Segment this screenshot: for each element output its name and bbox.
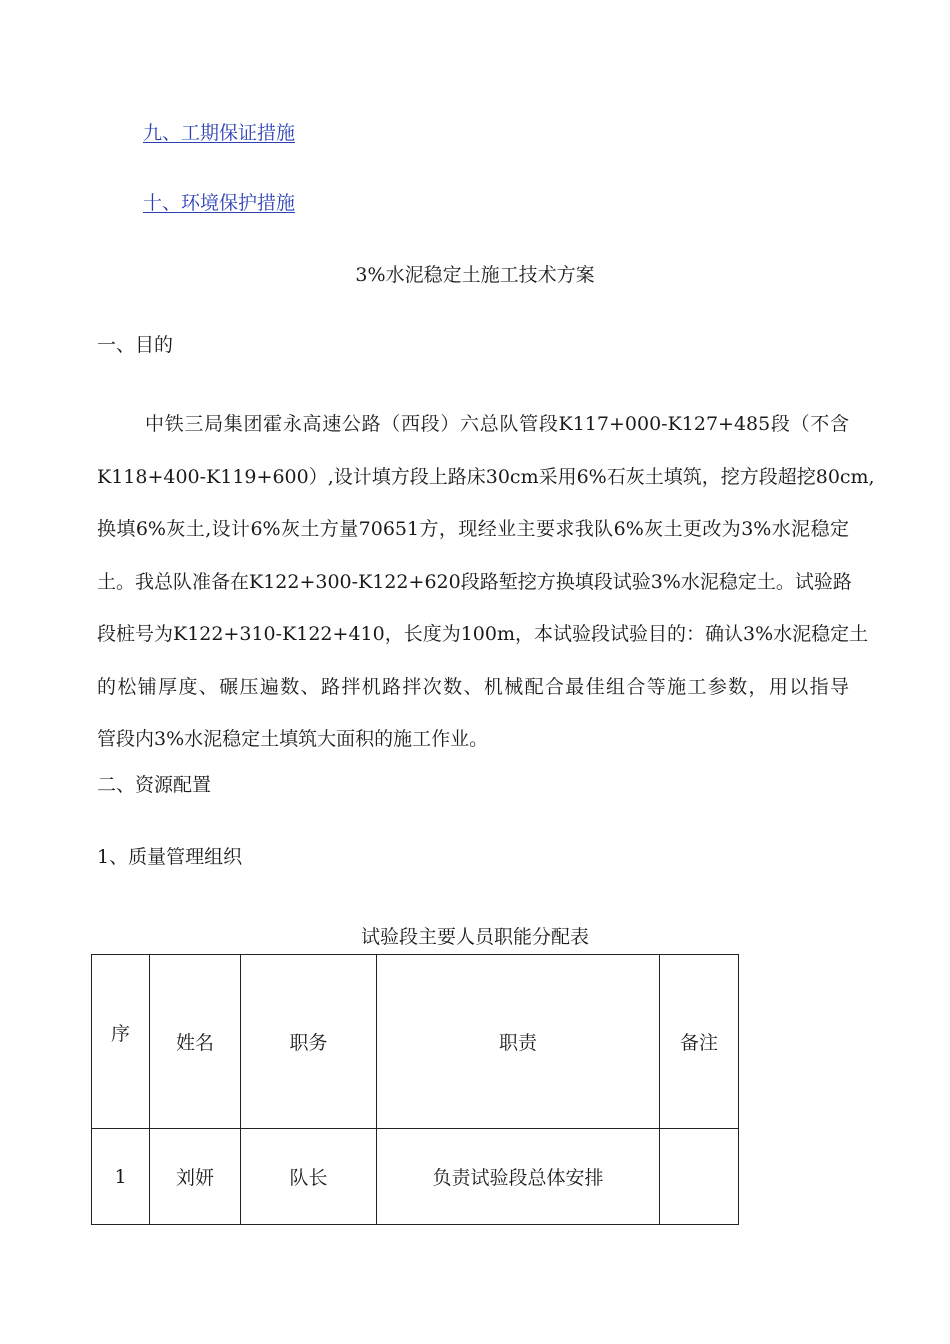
paragraph-line: K118+400-K119+600）,设计填方段上路床30cm采用6%石灰土填筑，挖方段超挖80cm, <box>97 465 875 488</box>
subheading-quality-management: 1、质量管理组织 <box>97 846 243 868</box>
cell-name: 刘妍 <box>150 1129 241 1225</box>
cell-position: 队长 <box>241 1129 377 1225</box>
paragraph-line: 段桩号为K122+310-K122+410，长度为100m，本试验段试验目的：确认3%水泥稳定土 <box>97 623 869 645</box>
document-title: 3%水泥稳定土施工技术方案 <box>355 264 595 286</box>
paragraph-line: 换填6%灰土,设计6%灰土方量70651方，现经业主要求我队6%灰土更改为3%水泥稳定 <box>97 518 849 540</box>
paragraph-line: 管段内3%水泥稳定土填筑大面积的施工作业。 <box>97 728 489 750</box>
paragraph-line: 土。我总队准备在K122+300-K122+620段路堑挖方换填段试验3%水泥稳定土。试验路 <box>97 570 852 593</box>
cell-seq: 1 <box>92 1129 150 1225</box>
toc-link-schedule-guarantee[interactable]: 九、工期保证措施 <box>143 122 296 144</box>
table-caption: 试验段主要人员职能分配表 <box>360 926 589 948</box>
toc-link-environment-protection[interactable]: 十、环境保护措施 <box>143 192 296 214</box>
header-seq: 序 <box>92 955 150 1129</box>
staff-duty-table <box>91 954 739 1225</box>
table-row <box>92 1129 739 1225</box>
purpose-paragraph <box>97 398 875 766</box>
cell-remark <box>660 1129 739 1225</box>
section-heading-resources: 二、资源配置 <box>97 774 212 796</box>
cell-duty: 负责试验段总体安排 <box>377 1129 660 1225</box>
header-position: 职务 <box>241 955 377 1129</box>
header-remark: 备注 <box>660 955 739 1129</box>
header-name: 姓名 <box>150 955 241 1129</box>
header-duty: 职责 <box>377 955 660 1129</box>
section-heading-purpose: 一、目的 <box>97 334 174 356</box>
paragraph-line: 中铁三局集团霍永高速公路（西段）六总队管段K117+000-K127+485段（不含 <box>145 413 849 435</box>
table-header-row <box>92 955 739 1129</box>
paragraph-line: 的松铺厚度、碾压遍数、路拌机路拌次数、机械配合最佳组合等施工参数，用以指导 <box>97 675 849 698</box>
